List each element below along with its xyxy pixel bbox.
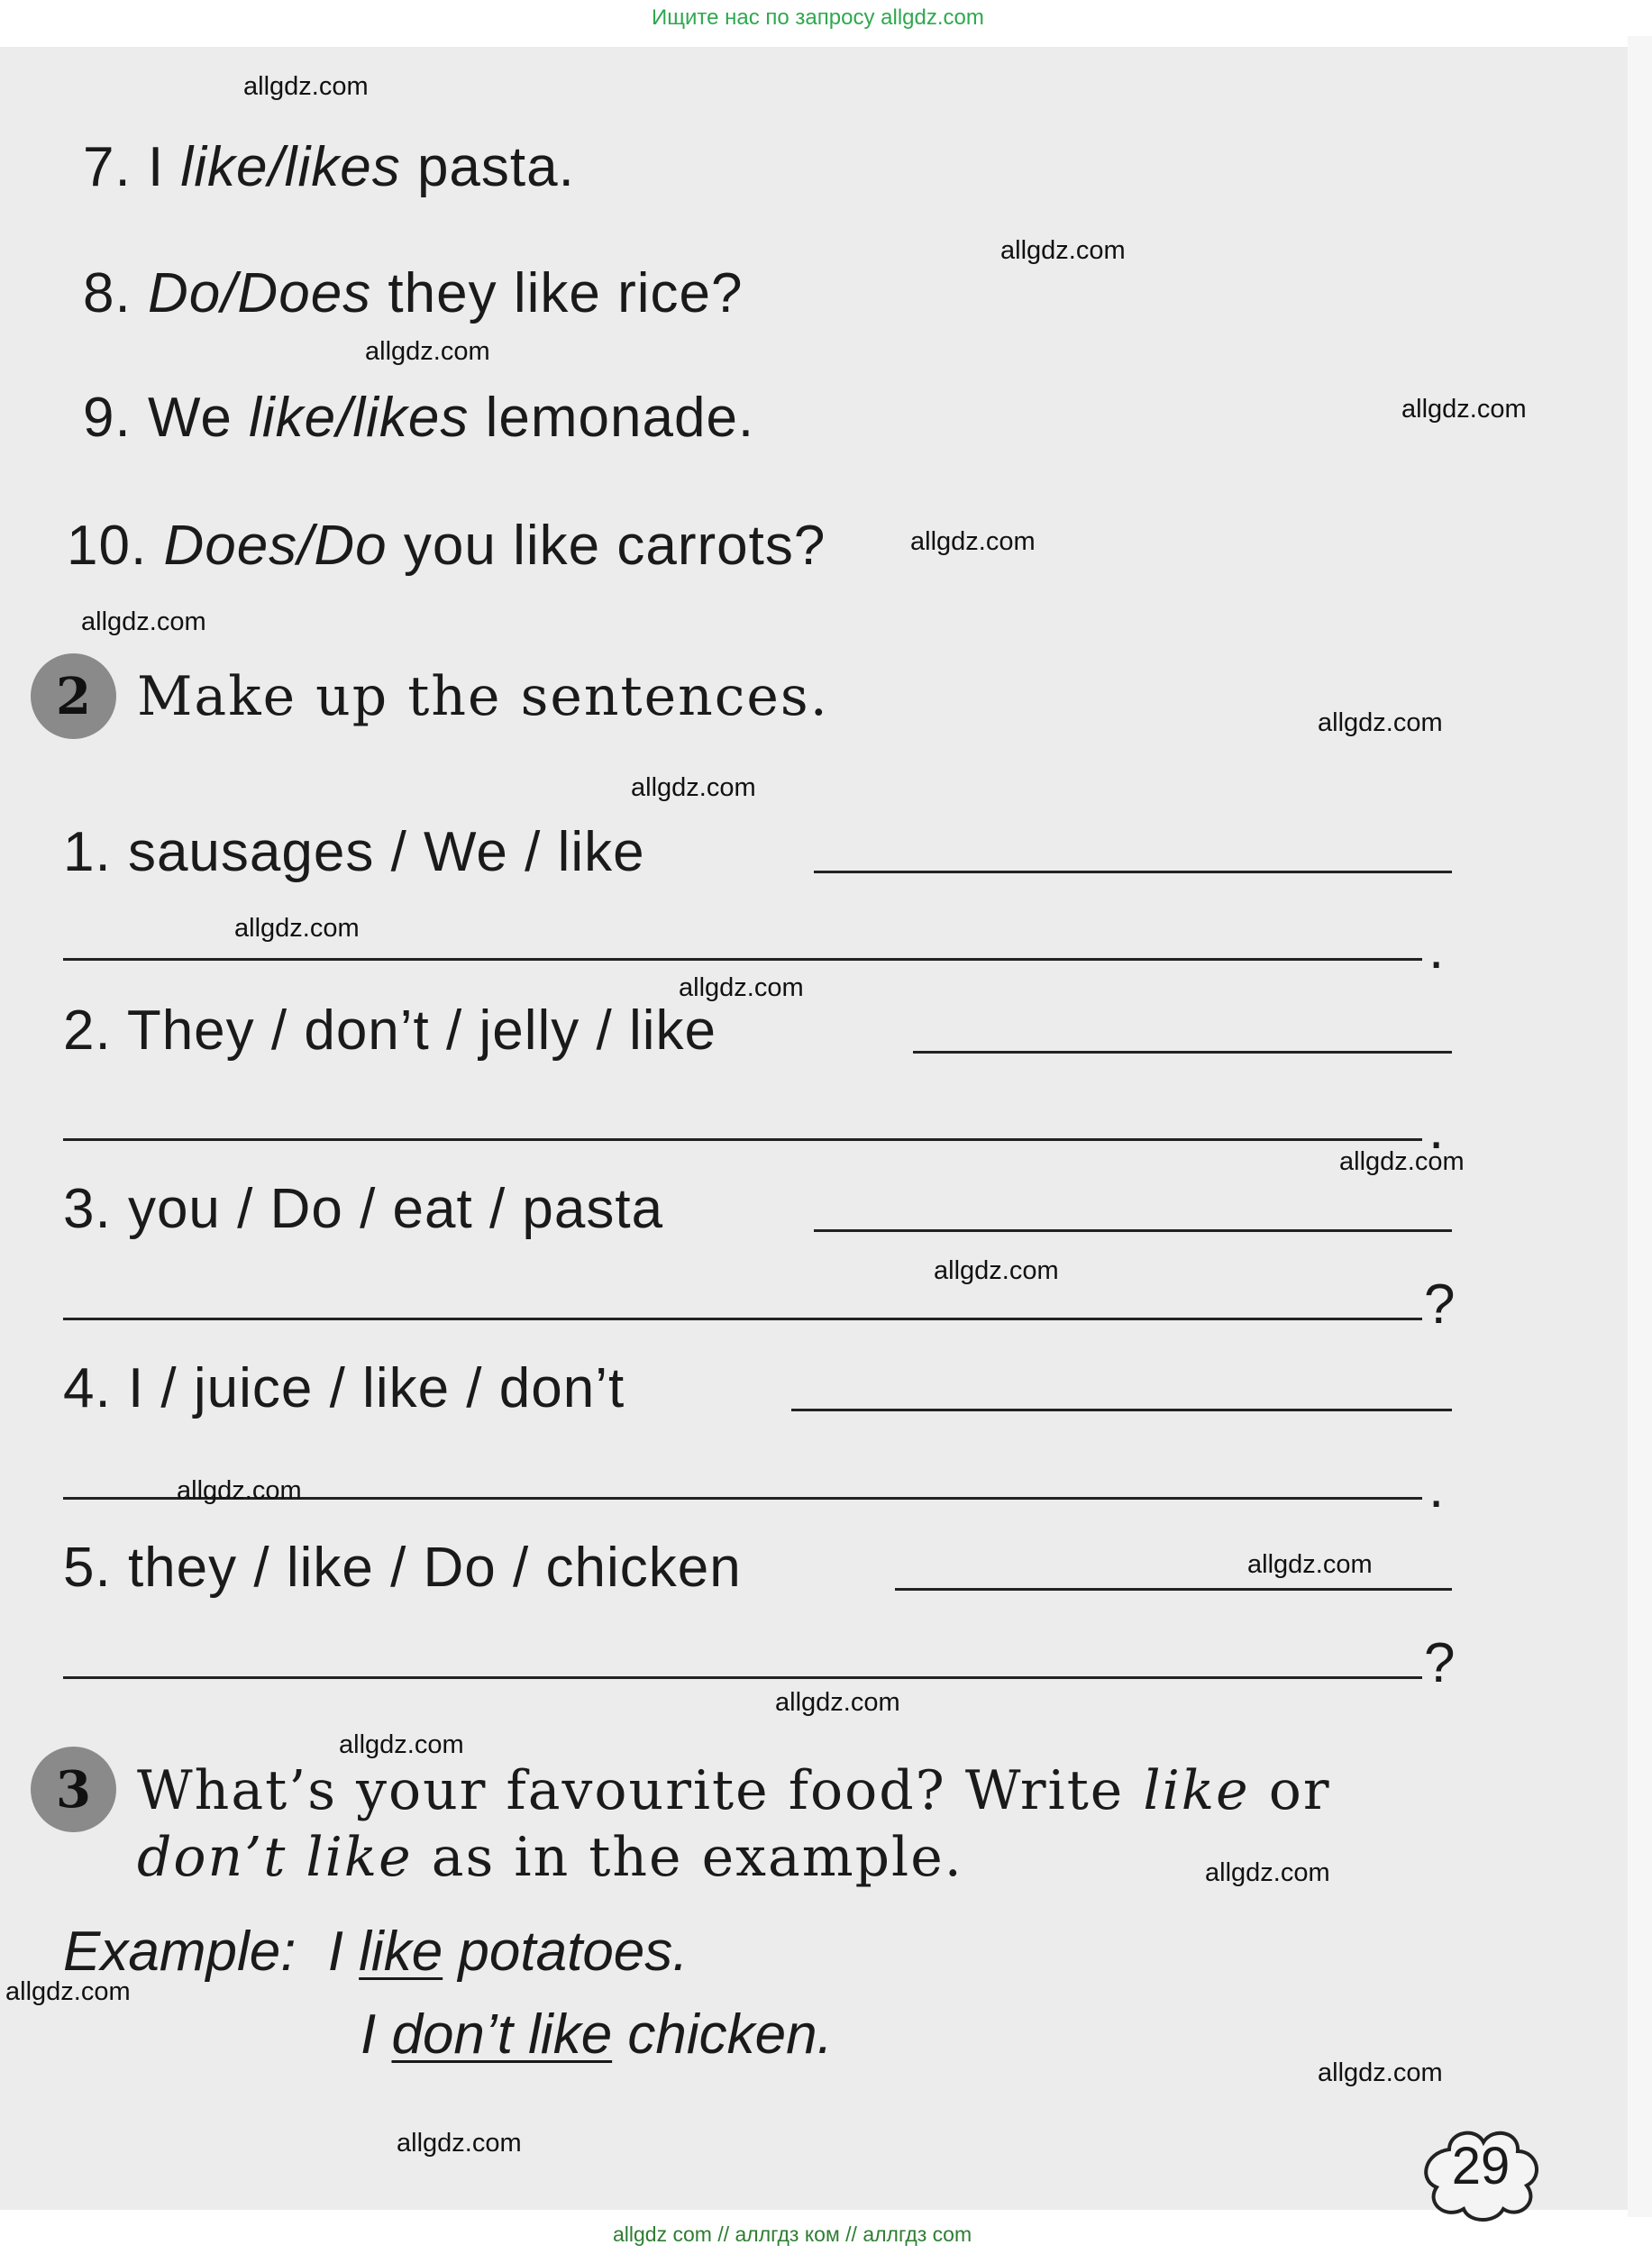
ex3-instruction-line1 <box>137 1759 1331 1822</box>
instruction-text: as in the example. <box>431 1826 963 1889</box>
watermark-text: allgdz.com <box>1000 236 1126 265</box>
answer-line[interactable] <box>63 958 1422 961</box>
example-verb: don’t like <box>391 2003 613 2066</box>
exercise-number-badge: 2 <box>31 653 116 739</box>
watermark-text: allgdz.com <box>397 2129 522 2158</box>
ex1-item-8 <box>83 261 743 325</box>
item-pre: I <box>147 136 165 198</box>
example-subject: I <box>327 1921 343 1983</box>
item-number: 7. <box>83 136 132 198</box>
item-words: you / Do / eat / pasta <box>127 1178 664 1240</box>
answer-line[interactable] <box>63 1676 1422 1679</box>
example-line-2 <box>361 2003 833 2067</box>
item-number: 4. <box>63 1357 112 1419</box>
page-edge <box>1628 36 1652 2217</box>
watermark-text: allgdz.com <box>177 1476 302 1505</box>
item-post: you like carrots? <box>403 515 826 577</box>
watermark-text: allgdz.com <box>1401 395 1527 424</box>
ex1-item-10 <box>67 514 826 578</box>
ex3-instruction-line2 <box>137 1826 963 1889</box>
top-banner[interactable]: Ищите нас по запросу allgdz.com <box>652 5 984 30</box>
item-post: pasta. <box>416 136 575 198</box>
item-number: 3. <box>63 1178 112 1240</box>
watermark-text: allgdz.com <box>5 1977 131 2006</box>
item-post: lemonade. <box>485 387 755 449</box>
watermark-text: allgdz.com <box>339 1730 464 1759</box>
answer-line[interactable] <box>814 1229 1452 1232</box>
end-punctuation: . <box>1428 1099 1445 1161</box>
item-pre: We <box>147 387 233 449</box>
ex2-instruction: Make up the sentences. <box>137 665 829 728</box>
page-number: 29 <box>1451 2137 1511 2195</box>
instruction-or: or <box>1268 1759 1331 1822</box>
end-punctuation: ? <box>1424 1273 1456 1336</box>
item-options: like/likes <box>249 387 470 449</box>
ex2-item-4 <box>63 1356 625 1420</box>
watermark-text: allgdz.com <box>1247 1550 1373 1579</box>
item-options: Do/Does <box>147 262 372 324</box>
instruction-like: like <box>1143 1759 1250 1822</box>
watermark-text: allgdz.com <box>234 914 360 943</box>
item-number: 8. <box>83 262 132 324</box>
answer-line[interactable] <box>895 1588 1452 1591</box>
ex1-item-9 <box>83 386 754 450</box>
item-words: They / don’t / jelly / like <box>126 999 716 1062</box>
example-object: potatoes. <box>458 1921 689 1983</box>
ex2-item-3 <box>63 1177 663 1241</box>
ex1-item-7 <box>83 135 575 199</box>
answer-line[interactable] <box>913 1051 1452 1054</box>
ex2-item-1 <box>63 820 645 884</box>
item-options: like/likes <box>180 136 401 198</box>
item-number: 5. <box>63 1537 112 1599</box>
watermark-text: allgdz.com <box>934 1256 1059 1285</box>
answer-line[interactable] <box>63 1138 1422 1141</box>
ex2-item-5 <box>63 1536 742 1600</box>
example-subject: I <box>361 2003 377 2066</box>
item-number: 2. <box>63 999 112 1062</box>
watermark-text: allgdz.com <box>1205 1858 1330 1887</box>
item-words: sausages / We / like <box>127 821 645 883</box>
example-label: Example: <box>63 1921 297 1983</box>
instruction-text: What’s your favourite food? Write <box>137 1759 1125 1822</box>
footer-links[interactable]: allgdz com // аллгдз ком // аллгдз com <box>613 2222 972 2246</box>
item-number: 10. <box>67 515 148 577</box>
end-punctuation: . <box>1428 1457 1445 1519</box>
example-object: chicken. <box>627 2003 833 2066</box>
watermark-text: allgdz.com <box>775 1688 900 1717</box>
exercise-number-badge: 3 <box>31 1747 116 1832</box>
item-words: I / juice / like / don’t <box>127 1357 625 1419</box>
watermark-text: allgdz.com <box>1318 2058 1443 2087</box>
end-punctuation: . <box>1428 918 1445 981</box>
watermark-text: allgdz.com <box>1318 708 1443 737</box>
end-punctuation: ? <box>1424 1632 1456 1694</box>
item-options: Does/Do <box>163 515 388 577</box>
watermark-text: allgdz.com <box>910 527 1036 556</box>
watermark-text: allgdz.com <box>81 607 206 636</box>
answer-line[interactable] <box>814 871 1452 873</box>
item-number: 1. <box>63 821 112 883</box>
instruction-dont-like: don’t like <box>137 1826 413 1889</box>
watermark-text: allgdz.com <box>631 773 756 802</box>
answer-line[interactable] <box>63 1318 1422 1320</box>
answer-line[interactable] <box>791 1409 1452 1411</box>
example-line-1 <box>63 1920 689 1984</box>
watermark-text: allgdz.com <box>679 973 804 1002</box>
example-verb: like <box>359 1921 443 1983</box>
item-post: they like rice? <box>388 262 744 324</box>
watermark-text: allgdz.com <box>365 337 490 366</box>
item-number: 9. <box>83 387 132 449</box>
watermark-text: allgdz.com <box>243 72 369 101</box>
ex2-item-2 <box>63 999 716 1063</box>
watermark-text: allgdz.com <box>1339 1147 1465 1176</box>
item-words: they / like / Do / chicken <box>127 1537 742 1599</box>
